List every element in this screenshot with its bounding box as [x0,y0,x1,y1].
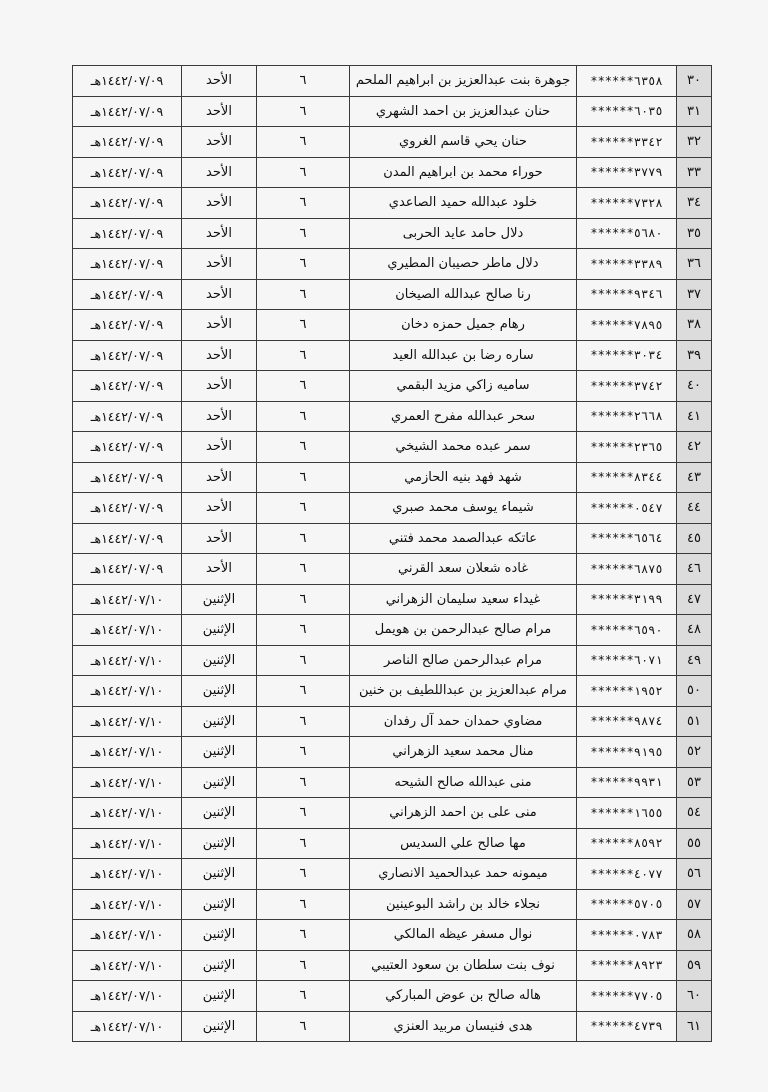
id-number-cell: ٥٦٨٠****** [577,218,677,249]
date-cell: ١٤٤٢/٠٧/٠٩هـ [73,157,182,188]
id-number-cell: ٤٠٧٧****** [577,859,677,890]
row-number-cell: ٦٠ [677,981,712,1012]
name-cell: مرام صالح عبدالرحمن بن هويمل [350,615,577,646]
day-cell: الإثنين [182,615,257,646]
day-cell: الإثنين [182,1011,257,1042]
table-row [73,706,712,737]
table-row [73,432,712,463]
row-number-cell: ٣٧ [677,279,712,310]
grade-cell: ٦ [257,798,350,829]
date-cell: ١٤٤٢/٠٧/٠٩هـ [73,523,182,554]
date-cell: ١٤٤٢/٠٧/١٠هـ [73,828,182,859]
row-number-cell: ٥٨ [677,920,712,951]
table-row [73,218,712,249]
day-cell: الأحد [182,218,257,249]
date-cell: ١٤٤٢/٠٧/٠٩هـ [73,401,182,432]
table-row [73,798,712,829]
id-number-cell: ٠٥٤٧****** [577,493,677,524]
table-row [73,920,712,951]
row-number-cell: ٤٣ [677,462,712,493]
row-number-cell: ٤٧ [677,584,712,615]
name-cell: رهام جميل حمزه دخان [350,310,577,341]
grade-cell: ٦ [257,584,350,615]
id-number-cell: ٦٠٣٥****** [577,96,677,127]
row-number-cell: ٤٨ [677,615,712,646]
name-cell: غاده شعلان سعد القرني [350,554,577,585]
day-cell: الإثنين [182,950,257,981]
grade-cell: ٦ [257,401,350,432]
grade-cell: ٦ [257,523,350,554]
name-cell: سحر عبدالله مفرح العمري [350,401,577,432]
day-cell: الإثنين [182,767,257,798]
date-cell: ١٤٤٢/٠٧/١٠هـ [73,1011,182,1042]
day-cell: الإثنين [182,889,257,920]
row-number-cell: ٣٠ [677,66,712,97]
grade-cell: ٦ [257,310,350,341]
day-cell: الأحد [182,432,257,463]
id-number-cell: ٧٨٩٥****** [577,310,677,341]
name-cell: منال محمد سعيد الزهراني [350,737,577,768]
row-number-cell: ٥٠ [677,676,712,707]
id-number-cell: ١٦٥٥****** [577,798,677,829]
name-cell: منى عبدالله صالح الشيحه [350,767,577,798]
date-cell: ١٤٤٢/٠٧/٠٩هـ [73,371,182,402]
date-cell: ١٤٤٢/٠٧/١٠هـ [73,615,182,646]
date-cell: ١٤٤٢/٠٧/١٠هـ [73,981,182,1012]
day-cell: الإثنين [182,859,257,890]
id-number-cell: ٦٨٧٥****** [577,554,677,585]
day-cell: الأحد [182,310,257,341]
id-number-cell: ٩٣٤٦****** [577,279,677,310]
id-number-cell: ٢٣٦٥****** [577,432,677,463]
table-row [73,310,712,341]
row-number-cell: ٦١ [677,1011,712,1042]
name-cell: رنا صالح عبدالله الصيخان [350,279,577,310]
name-cell: غيداء سعيد سليمان الزهراني [350,584,577,615]
table-row [73,401,712,432]
table-row [73,767,712,798]
grade-cell: ٦ [257,462,350,493]
grade-cell: ٦ [257,950,350,981]
name-cell: نوف بنت سلطان بن سعود العتيبي [350,950,577,981]
grade-cell: ٦ [257,767,350,798]
day-cell: الإثنين [182,920,257,951]
name-cell: خلود عبدالله حميد الصاعدي [350,188,577,219]
name-cell: مضاوي حمدان حمد آل رفدان [350,706,577,737]
name-cell: سمر عبده محمد الشيخي [350,432,577,463]
row-number-cell: ٤٥ [677,523,712,554]
date-cell: ١٤٤٢/٠٧/٠٩هـ [73,493,182,524]
row-number-cell: ٣٢ [677,127,712,158]
grade-cell: ٦ [257,615,350,646]
grade-cell: ٦ [257,493,350,524]
table-row [73,157,712,188]
grade-cell: ٦ [257,371,350,402]
row-number-cell: ٣١ [677,96,712,127]
grade-cell: ٦ [257,279,350,310]
day-cell: الأحد [182,66,257,97]
table-row [73,127,712,158]
date-cell: ١٤٤٢/٠٧/٠٩هـ [73,249,182,280]
name-cell: حنان يحي قاسم الغروي [350,127,577,158]
roster-table [72,65,712,1042]
name-cell: مها صالح علي السديس [350,828,577,859]
day-cell: الأحد [182,279,257,310]
id-number-cell: ٤٧٣٩****** [577,1011,677,1042]
table-row [73,523,712,554]
date-cell: ١٤٤٢/٠٧/٠٩هـ [73,310,182,341]
date-cell: ١٤٤٢/٠٧/١٠هـ [73,706,182,737]
id-number-cell: ٧٧٠٥****** [577,981,677,1012]
name-cell: حوراء محمد بن ابراهيم المدن [350,157,577,188]
name-cell: عاتكه عبدالصمد محمد فتني [350,523,577,554]
row-number-cell: ٤٦ [677,554,712,585]
id-number-cell: ٣١٩٩****** [577,584,677,615]
row-number-cell: ٤٢ [677,432,712,463]
day-cell: الإثنين [182,676,257,707]
date-cell: ١٤٤٢/٠٧/١٠هـ [73,737,182,768]
id-number-cell: ٣٣٨٩****** [577,249,677,280]
id-number-cell: ٩٩٣١****** [577,767,677,798]
day-cell: الأحد [182,127,257,158]
date-cell: ١٤٤٢/٠٧/١٠هـ [73,645,182,676]
table-row [73,828,712,859]
day-cell: الإثنين [182,706,257,737]
date-cell: ١٤٤٢/٠٧/٠٩هـ [73,279,182,310]
row-number-cell: ٥٤ [677,798,712,829]
table-row [73,950,712,981]
grade-cell: ٦ [257,1011,350,1042]
grade-cell: ٦ [257,737,350,768]
name-cell: مرام عبدالعزيز بن عبداللطيف بن خنين [350,676,577,707]
name-cell: مرام عبدالرحمن صالح الناصر [350,645,577,676]
date-cell: ١٤٤٢/٠٧/١٠هـ [73,676,182,707]
day-cell: الإثنين [182,828,257,859]
row-number-cell: ٥٢ [677,737,712,768]
table-row [73,889,712,920]
date-cell: ١٤٤٢/٠٧/١٠هـ [73,920,182,951]
row-number-cell: ٥٩ [677,950,712,981]
row-number-cell: ٥٧ [677,889,712,920]
table-row [73,279,712,310]
date-cell: ١٤٤٢/٠٧/٠٩هـ [73,188,182,219]
row-number-cell: ٣٥ [677,218,712,249]
name-cell: دلال حامد عايد الحربى [350,218,577,249]
table-row [73,584,712,615]
date-cell: ١٤٤٢/٠٧/١٠هـ [73,584,182,615]
day-cell: الأحد [182,462,257,493]
day-cell: الأحد [182,340,257,371]
id-number-cell: ١٩٥٢****** [577,676,677,707]
day-cell: الأحد [182,554,257,585]
row-number-cell: ٤٩ [677,645,712,676]
date-cell: ١٤٤٢/٠٧/١٠هـ [73,889,182,920]
table-row [73,96,712,127]
day-cell: الأحد [182,523,257,554]
name-cell: نوال مسفر عيظه المالكي [350,920,577,951]
row-number-cell: ٥٦ [677,859,712,890]
id-number-cell: ٢٦٦٨****** [577,401,677,432]
name-cell: شيماء يوسف محمد صبري [350,493,577,524]
table-row [73,1011,712,1042]
name-cell: ساره رضا بن عبدالله العيد [350,340,577,371]
name-cell: حنان عبدالعزيز بن احمد الشهري [350,96,577,127]
table-row [73,493,712,524]
grade-cell: ٦ [257,96,350,127]
row-number-cell: ٣٩ [677,340,712,371]
name-cell: شهد فهد بنيه الحازمي [350,462,577,493]
name-cell: منى على بن احمد الزهراني [350,798,577,829]
grade-cell: ٦ [257,340,350,371]
date-cell: ١٤٤٢/٠٧/٠٩هـ [73,432,182,463]
grade-cell: ٦ [257,157,350,188]
grade-cell: ٦ [257,554,350,585]
day-cell: الأحد [182,249,257,280]
day-cell: الإثنين [182,798,257,829]
day-cell: الإثنين [182,584,257,615]
id-number-cell: ٥٧٠٥****** [577,889,677,920]
table-row [73,981,712,1012]
grade-cell: ٦ [257,676,350,707]
date-cell: ١٤٤٢/٠٧/٠٩هـ [73,66,182,97]
date-cell: ١٤٤٢/٠٧/٠٩هـ [73,462,182,493]
day-cell: الإثنين [182,645,257,676]
row-number-cell: ٣٦ [677,249,712,280]
day-cell: الأحد [182,371,257,402]
table-row [73,676,712,707]
grade-cell: ٦ [257,188,350,219]
grade-cell: ٦ [257,859,350,890]
id-number-cell: ٦٣٥٨****** [577,66,677,97]
row-number-cell: ٣٣ [677,157,712,188]
table-row [73,615,712,646]
table-row [73,188,712,219]
date-cell: ١٤٤٢/٠٧/٠٩هـ [73,218,182,249]
row-number-cell: ٤٤ [677,493,712,524]
grade-cell: ٦ [257,828,350,859]
id-number-cell: ٣٧٧٩****** [577,157,677,188]
name-cell: هاله صالح بن عوض المباركي [350,981,577,1012]
id-number-cell: ٦٠٧١****** [577,645,677,676]
id-number-cell: ٦٥٦٤****** [577,523,677,554]
row-number-cell: ٥٥ [677,828,712,859]
id-number-cell: ٨٩٢٣****** [577,950,677,981]
day-cell: الأحد [182,157,257,188]
date-cell: ١٤٤٢/٠٧/١٠هـ [73,859,182,890]
id-number-cell: ٣٠٣٤****** [577,340,677,371]
id-number-cell: ٣٣٤٢****** [577,127,677,158]
grade-cell: ٦ [257,218,350,249]
roster-table-body [73,66,712,1042]
date-cell: ١٤٤٢/٠٧/١٠هـ [73,950,182,981]
day-cell: الأحد [182,401,257,432]
table-row [73,371,712,402]
grade-cell: ٦ [257,66,350,97]
date-cell: ١٤٤٢/٠٧/١٠هـ [73,767,182,798]
grade-cell: ٦ [257,706,350,737]
grade-cell: ٦ [257,432,350,463]
name-cell: دلال ماطر حصيبان المطيري [350,249,577,280]
grade-cell: ٦ [257,920,350,951]
row-number-cell: ٥١ [677,706,712,737]
row-number-cell: ٥٣ [677,767,712,798]
id-number-cell: ٠٧٨٣****** [577,920,677,951]
grade-cell: ٦ [257,981,350,1012]
grade-cell: ٦ [257,249,350,280]
table-row [73,66,712,97]
id-number-cell: ٩١٩٥****** [577,737,677,768]
table-row [73,859,712,890]
date-cell: ١٤٤٢/٠٧/١٠هـ [73,798,182,829]
name-cell: ميمونه حمد عبدالحميد الانصاري [350,859,577,890]
name-cell: جوهرة بنت عبدالعزيز بن ابراهيم الملحم [350,66,577,97]
day-cell: الأحد [182,96,257,127]
date-cell: ١٤٤٢/٠٧/٠٩هـ [73,127,182,158]
row-number-cell: ٣٤ [677,188,712,219]
table-row [73,462,712,493]
id-number-cell: ٦٥٩٠****** [577,615,677,646]
id-number-cell: ٨٣٤٤****** [577,462,677,493]
id-number-cell: ٩٨٧٤****** [577,706,677,737]
name-cell: هدى فنيسان مربيد العنزي [350,1011,577,1042]
day-cell: الإثنين [182,981,257,1012]
id-number-cell: ٣٧٤٢****** [577,371,677,402]
date-cell: ١٤٤٢/٠٧/٠٩هـ [73,340,182,371]
table-row [73,645,712,676]
name-cell: نجلاء خالد بن راشد البوعينين [350,889,577,920]
row-number-cell: ٤٠ [677,371,712,402]
name-cell: ساميه زاكي مزيد البقمي [350,371,577,402]
row-number-cell: ٤١ [677,401,712,432]
date-cell: ١٤٤٢/٠٧/٠٩هـ [73,96,182,127]
day-cell: الأحد [182,188,257,219]
table-row [73,737,712,768]
id-number-cell: ٨٥٩٢****** [577,828,677,859]
day-cell: الإثنين [182,737,257,768]
day-cell: الأحد [182,493,257,524]
table-row [73,340,712,371]
row-number-cell: ٣٨ [677,310,712,341]
date-cell: ١٤٤٢/٠٧/٠٩هـ [73,554,182,585]
grade-cell: ٦ [257,127,350,158]
table-row [73,554,712,585]
table-row [73,249,712,280]
grade-cell: ٦ [257,645,350,676]
id-number-cell: ٧٣٢٨****** [577,188,677,219]
grade-cell: ٦ [257,889,350,920]
